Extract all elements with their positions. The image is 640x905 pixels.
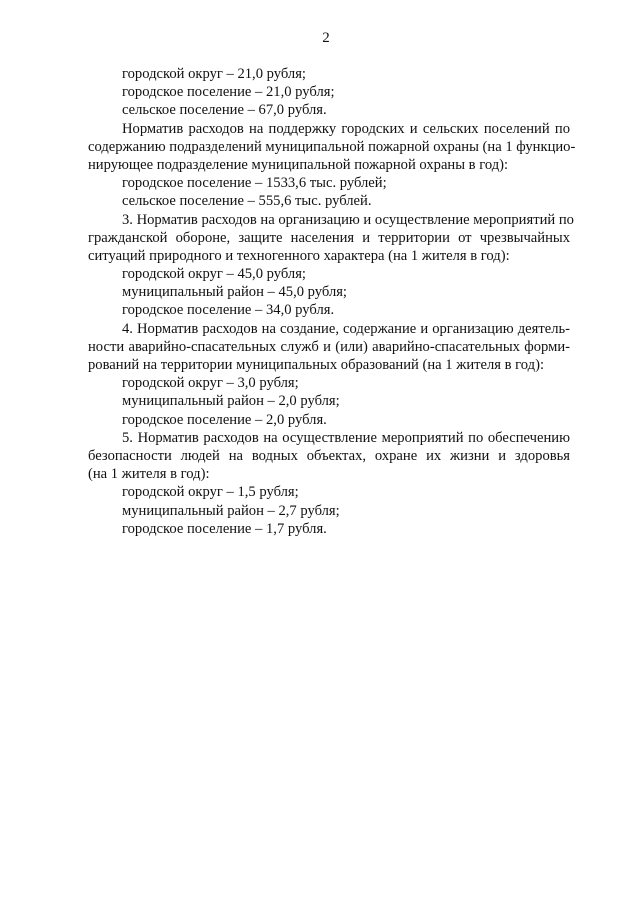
text-line: городское поселение – 1,7 рубля. (122, 520, 327, 537)
text-line: городской округ – 1,5 рубля; (122, 484, 299, 501)
text-line: безопасности людей на водных объектах, охране их жизни и здоровья (88, 447, 570, 464)
text-line: муниципальный район – 2,7 рубля; (122, 502, 340, 519)
text-line: 5. Норматив расходов на осуществление мероприятий по обеспечению (122, 429, 570, 446)
text-line: сельское поселение – 555,6 тыс. рублей. (122, 193, 372, 210)
text-line: городской округ – 45,0 рубля; (122, 266, 306, 283)
text-line: (на 1 жителя в год): (88, 466, 210, 483)
text-line: городской округ – 3,0 рубля; (122, 375, 299, 392)
text-line: нирующее подразделение муниципальной пожарной охраны в год): (88, 156, 509, 173)
text-line: сельское поселение – 67,0 рубля. (122, 102, 327, 119)
text-line: рований на территории муниципальных образований (на 1 жителя в год): (88, 357, 545, 373)
text-line: 4. Норматив расходов на создание, содержание и организацию деятель- (122, 320, 570, 337)
text-line: городской округ – 21,0 рубля; (122, 66, 306, 82)
text-line: содержанию подразделений муниципальной пожарной охраны (на 1 функцио- (88, 138, 576, 155)
text-line: городское поселение – 1533,6 тыс. рублей; (122, 175, 387, 192)
page-number: 2 (322, 30, 330, 46)
text-line: городское поселение – 21,0 рубля; (122, 84, 335, 101)
text-line: 3. Норматив расходов на организацию и осуществление мероприятий по (122, 211, 574, 228)
text-line: муниципальный район – 2,0 рубля; (122, 393, 340, 410)
text-line: ности аварийно-спасательных служб и (или) аварийно-спасательных форми- (88, 338, 570, 355)
text-line: ситуаций природного и техногенного характера (на 1 жителя в год): (88, 247, 510, 264)
text-line: городское поселение – 34,0 рубля. (122, 302, 335, 319)
text-line: муниципальный район – 45,0 рубля; (122, 284, 347, 301)
text-line: Норматив расходов на поддержку городских и сельских поселений по (122, 120, 570, 137)
text-line: гражданской обороне, защите населения и территории от чрезвычайных (88, 229, 570, 246)
text-line: городское поселение – 2,0 рубля. (122, 411, 327, 428)
document-body (88, 65, 576, 538)
